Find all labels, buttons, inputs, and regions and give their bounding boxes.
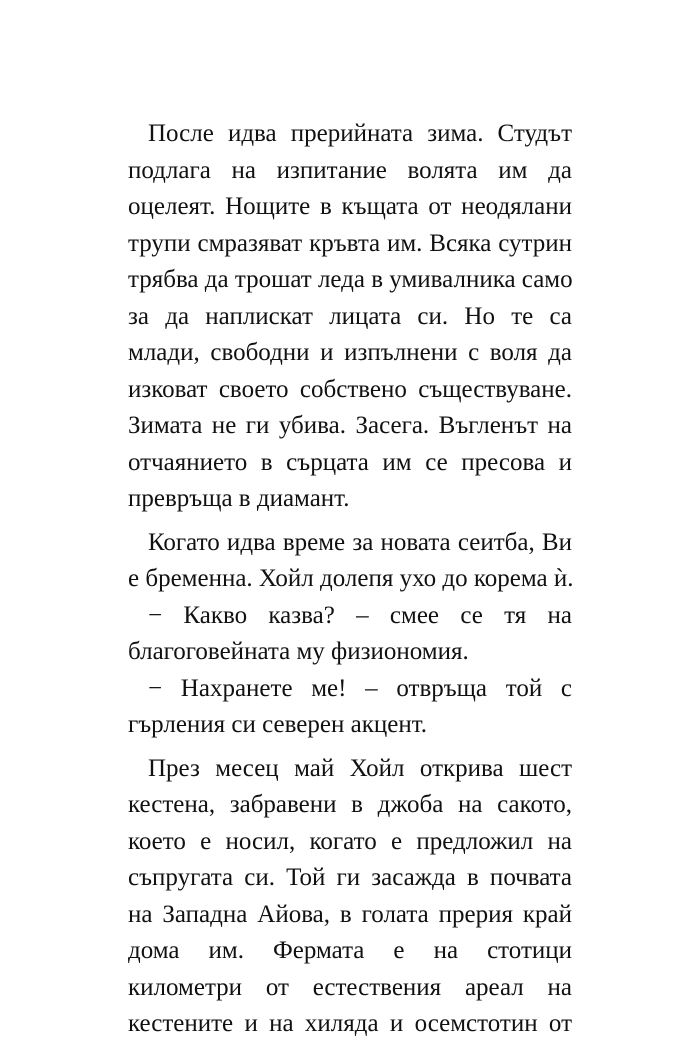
text-line: − Какво казва? – смее се тя на xyxy=(148,601,572,629)
text-line: трябва да трошат леда в умивалника само xyxy=(128,266,573,293)
text-line: млади, свободни и изпълнени с воля да xyxy=(128,339,572,366)
text-line: Когато идва време за новата сеитба, Ви xyxy=(148,528,572,556)
text-line: После идва прерийната зима. Студът xyxy=(148,120,572,147)
text-line: подлага на изпитание волята им да xyxy=(128,156,572,184)
text-line: Зимата не ги убива. Засега. Въгленът на xyxy=(128,412,572,439)
text-line: което е носил, когато е предложил на xyxy=(128,827,572,855)
text-line: През месец май Хойл открива шест xyxy=(148,754,572,782)
text-line: кестените и на хиляда и осемстотин от xyxy=(128,1010,572,1037)
text-line: трупи смразяват кръвта им. Всяка сутрин xyxy=(128,229,572,257)
text-line: изковат своето собствено съществуване. xyxy=(128,375,572,403)
text-line: дома им. Фермата е на стотици xyxy=(128,937,572,964)
text-line: на Западна Айова, в голата прерия край xyxy=(128,900,572,928)
text-line: кестена, забравени в джоба на сакото, xyxy=(128,791,572,818)
text-line: гърления си северен акцент. xyxy=(128,711,428,738)
text-line: благоговейната му физиономия. xyxy=(128,638,469,665)
text-line: отчаянието в сърцата им се пресова и xyxy=(128,448,572,476)
paragraph-gap xyxy=(128,518,572,525)
text-line: е бременна. Хойл долепя ухо до корема ѝ. xyxy=(128,565,574,592)
text-line: превръща в диамант. xyxy=(128,485,350,512)
text-line: съпругата си. Той ги засажда в почвата xyxy=(128,864,572,891)
text-line: оцелеят. Нощите в къщата от неодялани xyxy=(128,193,572,220)
body-text xyxy=(128,116,572,1043)
paragraph-gap xyxy=(128,744,572,751)
text-line: − Нахранете ме! – отвръща той с xyxy=(148,674,572,702)
text-line: за да наплискат лицата си. Но те са xyxy=(128,302,572,330)
text-line: километри от естествения ареал на xyxy=(128,973,572,1001)
